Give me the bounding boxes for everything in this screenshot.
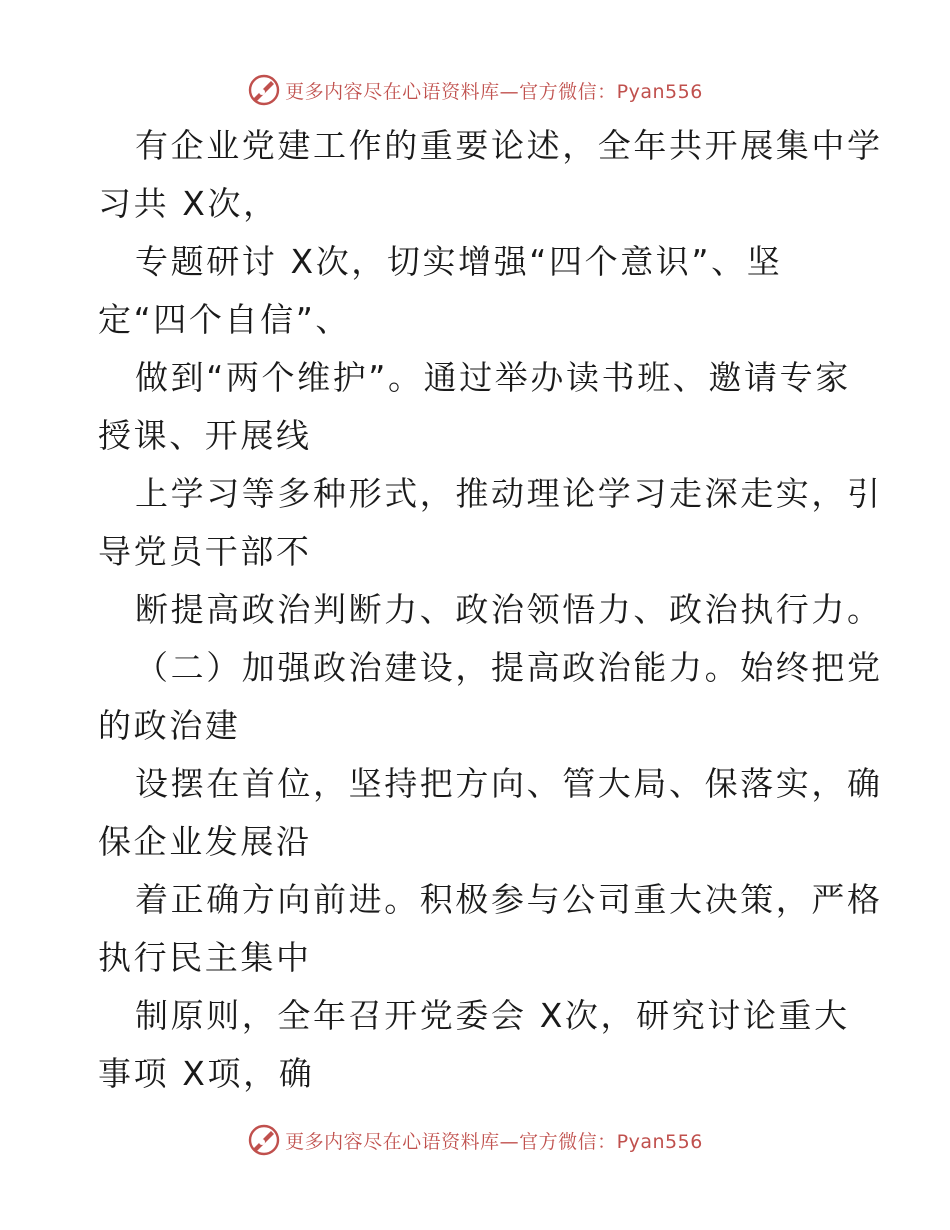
text-line: 授课、开展线 xyxy=(98,416,312,455)
watermark-text: 更多内容尽在心语资料库—官方微信：Pyan556 xyxy=(285,80,703,103)
text-line: （二）加强政治建设，提高政治能力。始终把党 xyxy=(135,648,883,687)
watermark-text: 更多内容尽在心语资料库—官方微信：Pyan556 xyxy=(285,1130,703,1153)
text-line: 执行民主集中 xyxy=(98,938,312,977)
document-body xyxy=(98,117,883,1103)
text-line: 做到“两个维护”。通过举办读书班、邀请专家 xyxy=(135,358,851,397)
text-line: 事项 X项，确 xyxy=(98,1054,315,1093)
text-line: 保企业发展沿 xyxy=(98,822,312,861)
text-line: 定“四个自信”、 xyxy=(98,300,351,339)
text-line: 设摆在首位，坚持把方向、管大局、保落实，确 xyxy=(135,764,883,803)
text-line: 着正确方向前进。积极参与公司重大决策，严格 xyxy=(135,880,883,919)
header-watermark xyxy=(0,70,950,110)
text-line: 断提高政治判断力、政治领悟力、政治执行力。 xyxy=(135,590,883,629)
pen-logo-icon xyxy=(247,73,281,107)
footer-watermark xyxy=(0,1120,950,1160)
pen-logo-icon xyxy=(247,1123,281,1157)
text-line: 专题研讨 X次，切实增强“四个意识”、坚 xyxy=(135,242,783,281)
text-line: 上学习等多种形式，推动理论学习走深走实，引 xyxy=(135,474,883,513)
text-line: 导党员干部不 xyxy=(98,532,312,571)
text-line: 有企业党建工作的重要论述，全年共开展集中学 xyxy=(135,126,883,165)
text-line: 的政治建 xyxy=(98,706,241,745)
text-line: 制原则，全年召开党委会 X次，研究讨论重大 xyxy=(135,996,850,1035)
text-line: 习共 X次， xyxy=(98,184,279,223)
